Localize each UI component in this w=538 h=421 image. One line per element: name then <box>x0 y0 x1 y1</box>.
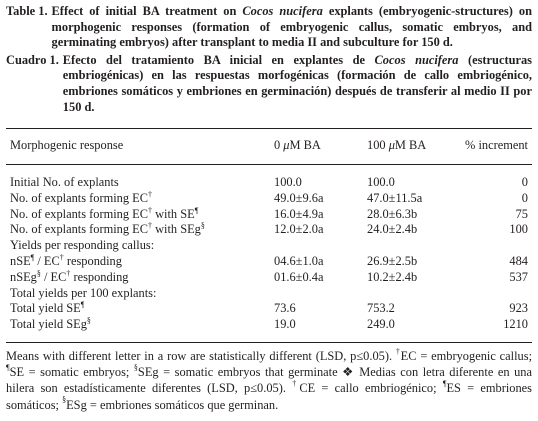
caption-es-text-2: (estructuras embriogénicas) en las respuestas morfogénicas (formación de callo embriogénico, embriones somáticos y embriones en germinación) después de transferir al medio II por 150 d. <box>62 52 532 114</box>
value-0um: 73.6 <box>274 301 296 316</box>
footnote-text: Means with different letter in a row are statistically different (LSD, p≤0.05). <box>6 349 396 363</box>
row-label: No. of explants forming EC† with SEg§ <box>10 221 205 237</box>
value-0um: 01.6±0.4a <box>274 269 324 284</box>
row-label: No. of explants forming EC† with SE¶ <box>10 205 199 221</box>
caption-en-text-1: Effect of initial BA treatment on <box>51 4 243 18</box>
value-0um: 19.0 <box>274 317 296 332</box>
value-0um: 04.6±1.0a <box>274 253 324 268</box>
table-row <box>6 207 532 223</box>
caption-en-text-2: explants (embryogenic-structures) on morphogenic responses (formation of embryogenic callus, somatic embryos, and germinating embryos) after transplant to media II and subculture for 150 d. <box>51 4 532 50</box>
table-body <box>6 175 532 333</box>
value-0um: 49.0±9.6a <box>274 190 324 205</box>
table-row <box>6 222 532 238</box>
value-increment: 100 <box>509 222 528 237</box>
caption-es-text-1: Efecto del tratamiento BA inicial en explantes de <box>62 52 375 67</box>
table-row <box>6 286 532 302</box>
caption-es-species: Cocos nucifera <box>374 52 459 67</box>
row-label: Initial No. of explants <box>10 175 119 189</box>
value-0um: 16.0±4.9a <box>274 206 324 221</box>
table-row <box>6 254 532 270</box>
table-row <box>6 238 532 254</box>
value-increment: 923 <box>509 301 528 316</box>
value-100um: 10.2±2.4b <box>367 269 418 284</box>
header-percent-increment: % increment <box>465 138 528 152</box>
row-label: nSEg§ / EC† responding <box>10 268 129 284</box>
table-row <box>6 175 532 191</box>
table-row <box>6 191 532 207</box>
header-0-um-ba: 0 μM BA <box>274 138 321 152</box>
value-100um: 24.0±2.4b <box>367 222 418 237</box>
table-row <box>6 301 532 317</box>
caption-en-label: Table 1. <box>6 4 48 18</box>
caption-es-label: Cuadro 1. <box>6 52 59 67</box>
top-rule <box>6 128 532 129</box>
row-label: No. of explants forming EC† <box>10 189 152 205</box>
value-0um: 12.0±2.0a <box>274 222 324 237</box>
caption-en-species: Cocos nucifera <box>242 4 323 18</box>
bottom-rule <box>6 342 532 343</box>
caption-english <box>6 4 532 51</box>
value-0um: 100.0 <box>274 175 302 189</box>
row-label: Total yield SEg§ <box>10 316 91 332</box>
value-increment: 0 <box>521 190 528 205</box>
table-footnote: Means with different letter in a row are statistically different (LSD, p≤0.05). †EC = embryogenic callus; ¶SE = somatic embryos; §SEg = somatic embryos that germinate ❖ Medias con letra diferente en una hilera son estadísticamente diferentes (LSD, p≤0.05). †CE = callo embriogénico; ¶ES = embriones somáticos; §ESg = embriones somáticos que germinan. <box>6 346 533 412</box>
table-row <box>6 317 532 333</box>
value-increment: 1210 <box>503 317 528 332</box>
value-increment: 537 <box>509 269 528 284</box>
table-caption <box>6 4 532 115</box>
row-label: nSE¶ / EC† responding <box>10 252 122 268</box>
value-100um: 249.0 <box>367 317 395 332</box>
value-100um: 753.2 <box>367 301 395 316</box>
row-label: Total yields per 100 explants: <box>10 285 157 300</box>
value-increment: 75 <box>515 206 528 221</box>
header-rule <box>6 164 532 165</box>
value-increment: 0 <box>521 175 528 189</box>
value-increment: 484 <box>509 253 528 268</box>
row-label: Total yield SE¶ <box>10 300 85 316</box>
header-100-um-ba: 100 μM BA <box>367 138 427 152</box>
value-100um: 28.0±6.3b <box>367 206 418 221</box>
value-100um: 26.9±2.5b <box>367 253 418 268</box>
value-100um: 100.0 <box>367 175 395 189</box>
header-morphogenic-response: Morphogenic response <box>10 138 124 152</box>
caption-spanish <box>6 53 532 115</box>
table-row <box>6 270 532 286</box>
value-100um: 47.0±11.5a <box>367 190 423 205</box>
row-label: Yields per responding callus: <box>10 238 155 253</box>
